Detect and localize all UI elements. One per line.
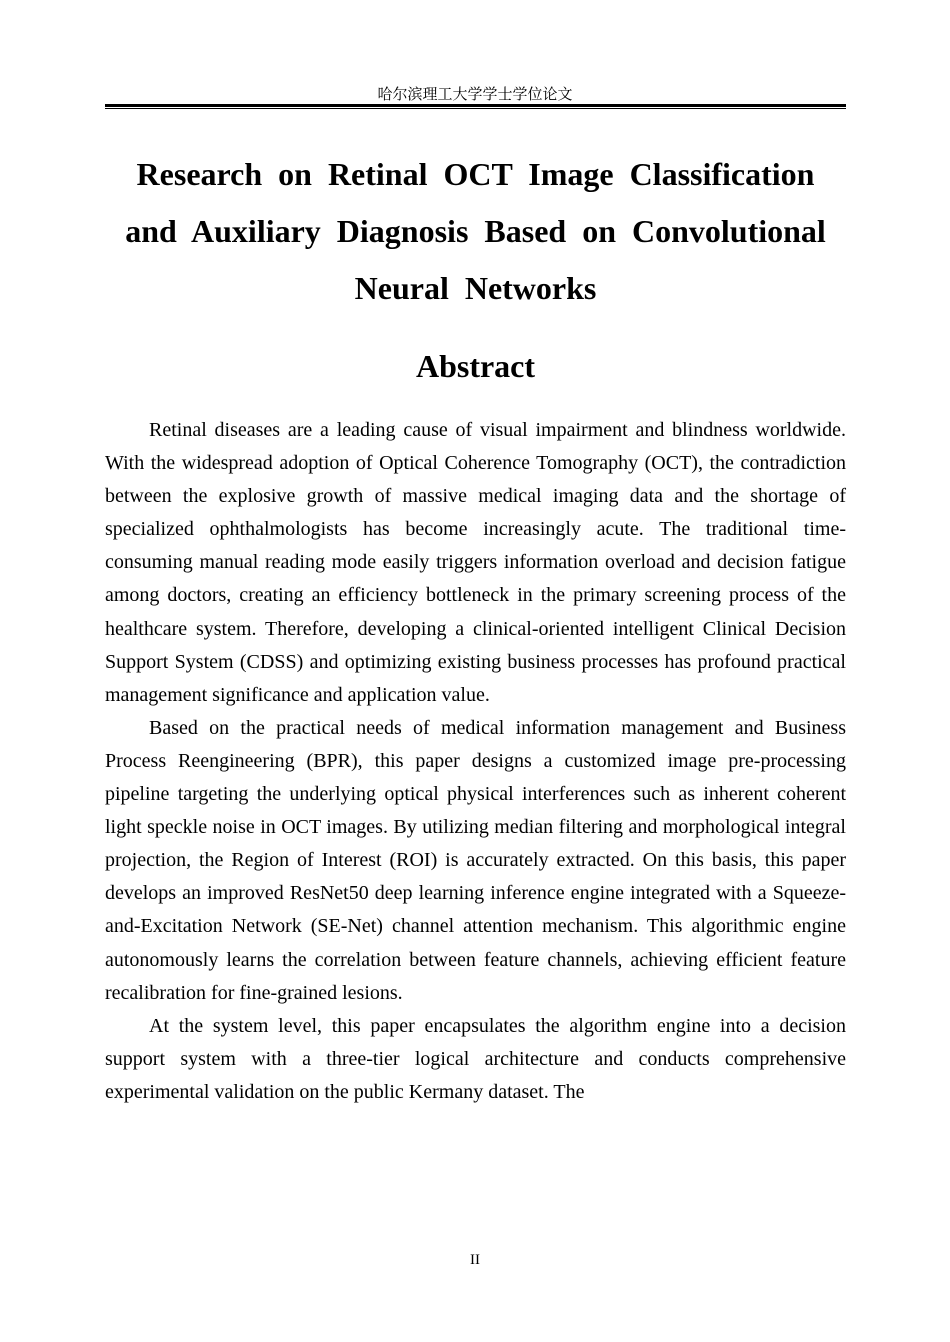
abstract-paragraph-3: At the system level, this paper encapsulates the algorithm engine into a decision support system with a three-tier logical architecture and conducts comprehensive experimental validation on the public Kermany dataset. The — [105, 1014, 846, 1103]
header-rule-thick — [105, 104, 846, 107]
abstract-paragraph-1: Retinal diseases are a leading cause of visual impairment and blindness worldwide. With the widespread adoption of Optical Coherence Tomography (OCT), the contradiction between the explosive growth of massive medical imaging data and the shortage of specialized ophthalmologists has become increasingly acute. The traditional time-consuming manual reading mode easily triggers information overload and decision fatigue among doctors, creating an efficiency bottleneck in the primary screening process of the healthcare system. Therefore, developing a clinical-oriented intelligent Clinical Decision Support System (CDSS) and optimizing existing business processes has profound practical management significance and application value. — [105, 419, 846, 706]
abstract-heading: Abstract — [415, 348, 536, 384]
header-rule-thin — [105, 108, 846, 109]
running-header: 哈尔滨理工大学学士学位论文 — [377, 85, 573, 103]
abstract-paragraph-2: Based on the practical needs of medical information management and Business Process Reengineering (BPR), this paper designs a customized image pre-processing pipeline targeting the underlying optical physical interferences such as inherent coherent light speckle noise in OCT images. By utilizing median filtering and morphological integral projection, the Region of Interest (ROI) is accurately extracted. On this basis, this paper develops an improved ResNet50 deep learning inference engine integrated with a Squeeze-and-Excitation Network (SE-Net) channel attention mechanism. This algorithmic engine autonomously learns the correlation between feature channels, achieving efficient feature recalibration for fine-grained lesions. — [105, 716, 846, 1004]
page-number: II — [470, 1252, 480, 1268]
thesis-title: Research on Retinal OCT Image Classification and Auxiliary Diagnosis Based on Convolutional Neural Networks — [125, 156, 826, 306]
abstract-body — [105, 414, 846, 1109]
